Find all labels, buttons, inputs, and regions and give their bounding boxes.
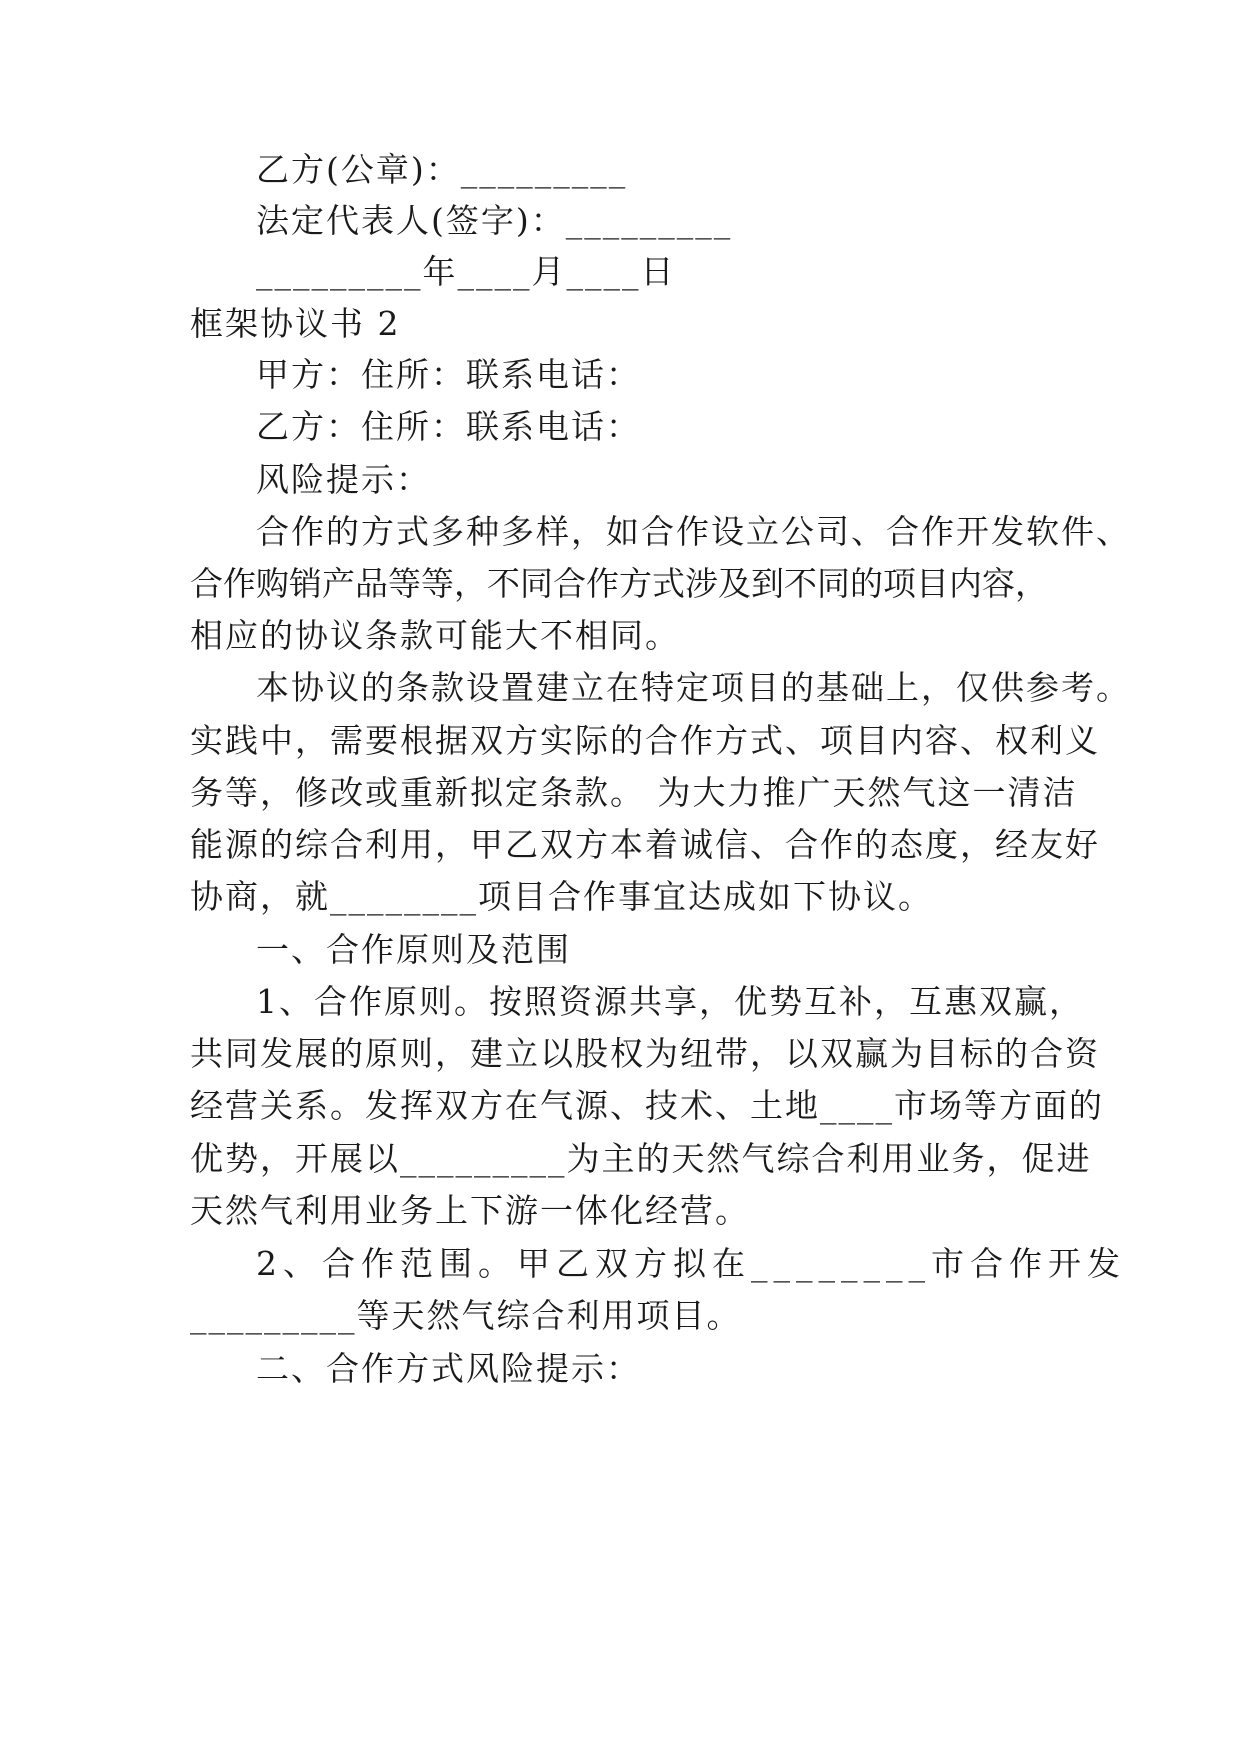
legal-representative-line: 法定代表人(签字)：_________ [256,201,733,240]
clause-line: 1、合作原则。按照资源共享，优势互补，互惠双赢， [256,982,1084,1021]
clause-line: 优势，开展以_________为主的天然气综合利用业务，促进 [190,1139,1092,1178]
party-a-info: 甲方：住所：联系电话： [256,355,641,394]
party-b-seal-line: 乙方(公章)：_________ [256,150,628,189]
document-title: 框架协议书 2 [190,304,401,343]
paragraph-line: 相应的协议条款可能大不相同。 [190,616,680,655]
clause-line: 共同发展的原则，建立以股权为纽带，以双赢为目标的合资 [190,1034,1100,1073]
clause-line: _________等天然气综合利用项目。 [190,1296,742,1335]
paragraph-line: 合作的方式多种多样，如合作设立公司、合作开发软件、 [256,512,1131,551]
paragraph-line: 实践中，需要根据双方实际的合作方式、项目内容、权利义 [190,721,1100,760]
paragraph-line: 本协议的条款设置建立在特定项目的基础上，仅供参考。 [256,668,1131,707]
section-heading: 一、合作原则及范围 [256,930,571,969]
clause-line: 经营关系。发挥双方在气源、技术、土地____市场等方面的 [190,1086,1104,1125]
date-line: _________年____月____日 [256,252,676,291]
section-heading: 二、合作方式风险提示： [256,1349,641,1388]
paragraph-line: 务等，修改或重新拟定条款。 为大力推广天然气这一清洁 [190,773,1078,812]
paragraph-line: 合作购销产品等等，不同合作方式涉及到不同的项目内容， [190,564,1048,603]
risk-notice-heading: 风险提示： [256,460,431,499]
clause-line: 2、合作范围。甲乙双方拟在________市合作开发 [256,1244,1126,1283]
paragraph-line: 能源的综合利用，甲乙双方本着诚信、合作的态度，经友好 [190,825,1100,864]
party-b-info: 乙方：住所：联系电话： [256,407,641,446]
paragraph-line: 协商，就________项目合作事宜达成如下协议。 [190,877,933,916]
clause-line: 天然气利用业务上下游一体化经营。 [190,1191,750,1230]
